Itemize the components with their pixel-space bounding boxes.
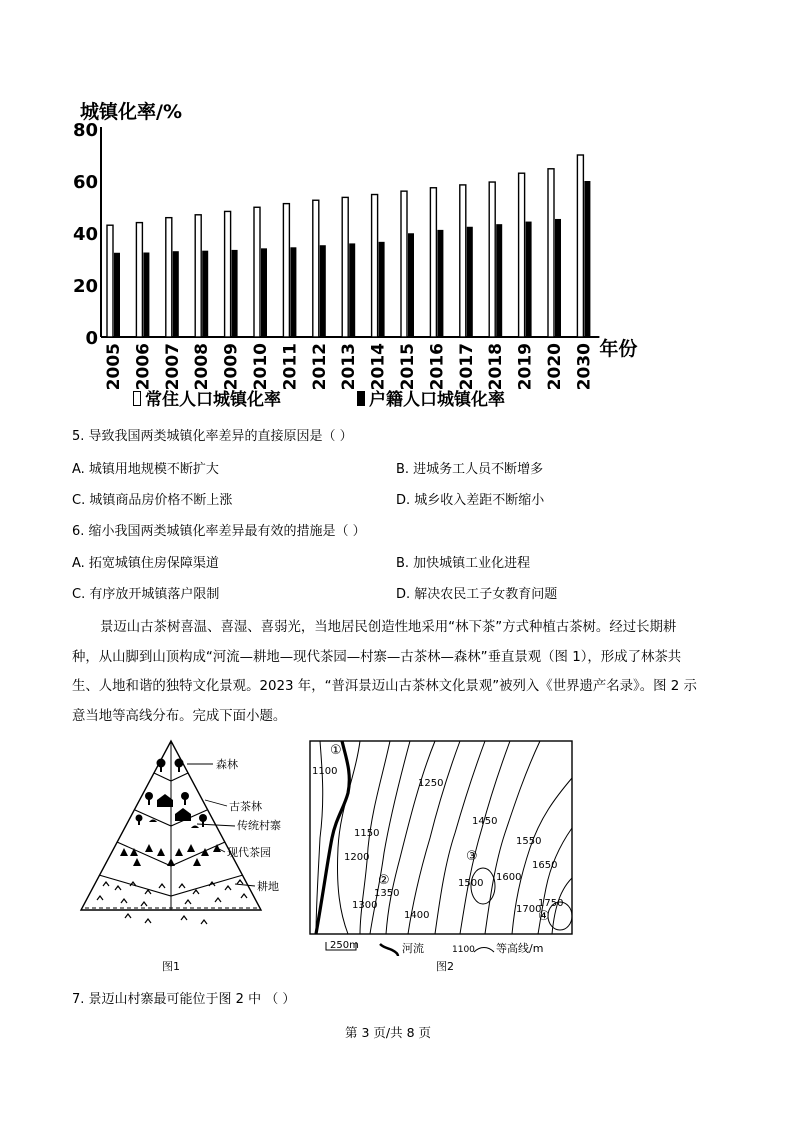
bar-resident	[283, 204, 289, 337]
question-6-option-a[interactable]: A. 拓宽城镇住房保障渠道	[72, 556, 219, 571]
contour-legend-icon	[474, 948, 494, 953]
urbanization-bar-chart	[70, 118, 638, 413]
bar-registered	[349, 243, 355, 337]
question-6-option-d[interactable]: D. 解决农民工子女教育问题	[396, 587, 558, 602]
contour-label-1600: 1600	[496, 872, 522, 883]
x-tick-label: 2011	[280, 343, 301, 391]
bar-resident	[313, 200, 319, 337]
x-tick-label: 2019	[515, 343, 536, 391]
question-5-option-b[interactable]: B. 进城务工人员不断增多	[396, 462, 544, 477]
bar-registered	[320, 245, 326, 337]
label-modern-tea: 现代茶园	[227, 846, 271, 859]
intro-paragraph	[72, 613, 722, 731]
contour-label-1700: 1700	[516, 904, 542, 915]
bar-resident	[489, 182, 495, 337]
chart-ylabel: 城镇化率/%	[80, 101, 182, 123]
question-6-option-c[interactable]: C. 有序放开城镇落户限制	[72, 587, 220, 602]
x-tick-label: 2007	[162, 343, 183, 391]
x-tick-label: 2012	[309, 343, 330, 391]
figure2-caption: 图2	[436, 960, 454, 973]
contour-label-1250: 1250	[418, 778, 444, 789]
river-legend-label: 河流	[402, 942, 424, 955]
map-legend	[326, 940, 543, 956]
bar-resident	[195, 215, 201, 337]
contour-legend-value: 1100	[452, 945, 475, 955]
bar-resident	[577, 155, 583, 337]
x-axis-label: 年份	[599, 338, 638, 360]
legend-swatch-hollow	[133, 391, 141, 406]
x-tick-label: 2008	[192, 343, 213, 391]
bar-registered	[467, 227, 473, 337]
bar-resident	[460, 185, 466, 337]
legend-label-registered: 户籍人口城镇化率	[369, 390, 505, 410]
bar-resident	[548, 169, 554, 337]
x-tick-label: 2018	[486, 343, 507, 391]
bar-resident	[401, 191, 407, 337]
label-farmland: 耕地	[257, 880, 279, 893]
contour-label-1150: 1150	[354, 828, 380, 839]
paragraph-line: 意当地等高线分布。完成下面小题。	[72, 708, 287, 724]
paragraph-line: 生、人地和谐的独特文化景观。2023 年，“普洱景迈山古茶林文化景观”被列入《世界遗产名录》。图 2 示	[72, 679, 697, 694]
point-label-1: ①	[330, 743, 342, 758]
bar-resident	[166, 218, 172, 337]
question-5-stem: 5. 导致我国两类城镇化率差异的直接原因是（ ）	[72, 429, 353, 444]
x-tick-label: 2006	[133, 343, 154, 391]
y-tick-label: 0	[85, 328, 98, 349]
y-tick-label: 80	[72, 120, 98, 141]
contour-label-1650: 1650	[532, 860, 558, 871]
bar-resident	[254, 207, 260, 337]
scale-label: 250m	[330, 940, 359, 951]
bar-registered	[202, 251, 208, 337]
x-tick-label: 2015	[398, 343, 418, 391]
point-label-3: ③	[466, 849, 478, 864]
paragraph-line: 景迈山古茶树喜温、喜湿、喜弱光，当地居民创造性地采用“林下茶”方式种植古茶树。经过长期耕	[100, 620, 677, 635]
x-tick-label: 2030	[574, 343, 595, 391]
contour-label-1100: 1100	[312, 766, 338, 777]
page-footer: 第 3 页/共 8 页	[345, 1025, 432, 1040]
contour-legend-label: 等高线/m	[496, 942, 544, 955]
legend-item-registered	[357, 385, 505, 410]
bar-registered	[408, 233, 414, 337]
label-village: 传统村寨	[237, 819, 281, 832]
figure1-vertical-landscape	[75, 738, 300, 978]
figure2-contour-map	[300, 738, 580, 973]
contour-label-1750: 1750	[538, 898, 564, 909]
bar-registered	[584, 181, 590, 337]
question-5-option-d[interactable]: D. 城乡收入差距不断缩小	[396, 493, 545, 508]
bar-registered	[232, 250, 238, 337]
bar-resident	[372, 195, 378, 337]
bar-resident	[136, 223, 142, 337]
bar-registered	[555, 219, 561, 337]
point-label-2: ②	[378, 873, 390, 888]
x-tick-label: 2010	[251, 343, 271, 391]
bar-registered	[261, 248, 267, 337]
x-tick-label: 2017	[456, 343, 477, 391]
bar-registered	[143, 253, 149, 338]
bar-resident	[519, 173, 525, 337]
y-tick-label: 60	[72, 172, 98, 193]
contour-label-1300: 1300	[352, 900, 378, 911]
contour-label-1550: 1550	[516, 836, 542, 847]
river-legend-icon	[380, 944, 398, 956]
x-tick-label: 2009	[221, 343, 242, 391]
bar-resident	[430, 188, 436, 337]
question-6-stem: 6. 缩小我国两类城镇化率差异最有效的措施是（ ）	[72, 524, 366, 539]
contour-label-1450: 1450	[472, 816, 498, 827]
legend-item-resident	[133, 385, 281, 410]
bar-resident	[225, 211, 231, 337]
contour-label-1500: 1500	[458, 878, 484, 889]
question-5-option-a[interactable]: A. 城镇用地规模不断扩大	[72, 462, 219, 477]
x-tick-label: 2020	[545, 343, 565, 391]
bar-registered	[526, 222, 532, 337]
bar-registered	[173, 251, 179, 337]
bar-resident	[107, 225, 113, 337]
contour-label-1200: 1200	[344, 852, 370, 863]
figure1-caption: 图1	[162, 960, 180, 973]
bar-registered	[290, 247, 296, 337]
legend-swatch-solid	[357, 391, 365, 406]
contour-label-1350: 1350	[374, 888, 400, 899]
contour-label-1400: 1400	[404, 910, 430, 921]
paragraph-line: 种，从山脚到山顶构成“河流—耕地—现代茶园—村寨—古茶林—森林”垂直景观（图 1），形成了林茶共	[72, 649, 682, 665]
bar-resident	[342, 197, 348, 337]
label-ancient-tea: 古茶林	[229, 800, 262, 813]
question-6-option-b[interactable]: B. 加快城镇工业化进程	[396, 556, 531, 571]
x-tick-label: 2013	[339, 343, 360, 391]
legend-label-resident: 常住人口城镇化率	[145, 390, 281, 410]
question-5-option-c[interactable]: C. 城镇商品房价格不断上涨	[72, 493, 233, 508]
x-tick-label: 2014	[368, 343, 389, 391]
bar-registered	[114, 253, 120, 337]
point-label-4: ④	[538, 909, 550, 924]
x-tick-label: 2005	[104, 343, 124, 391]
y-tick-label: 20	[72, 276, 98, 297]
bar-registered	[437, 230, 443, 337]
question-7-stem: 7. 景迈山村寨最可能位于图 2 中 （ ）	[72, 992, 296, 1007]
label-forest: 森林	[216, 758, 238, 771]
bar-registered	[496, 224, 502, 337]
y-tick-label: 40	[72, 224, 98, 245]
x-tick-label: 2016	[427, 343, 448, 391]
bar-registered	[379, 242, 385, 337]
